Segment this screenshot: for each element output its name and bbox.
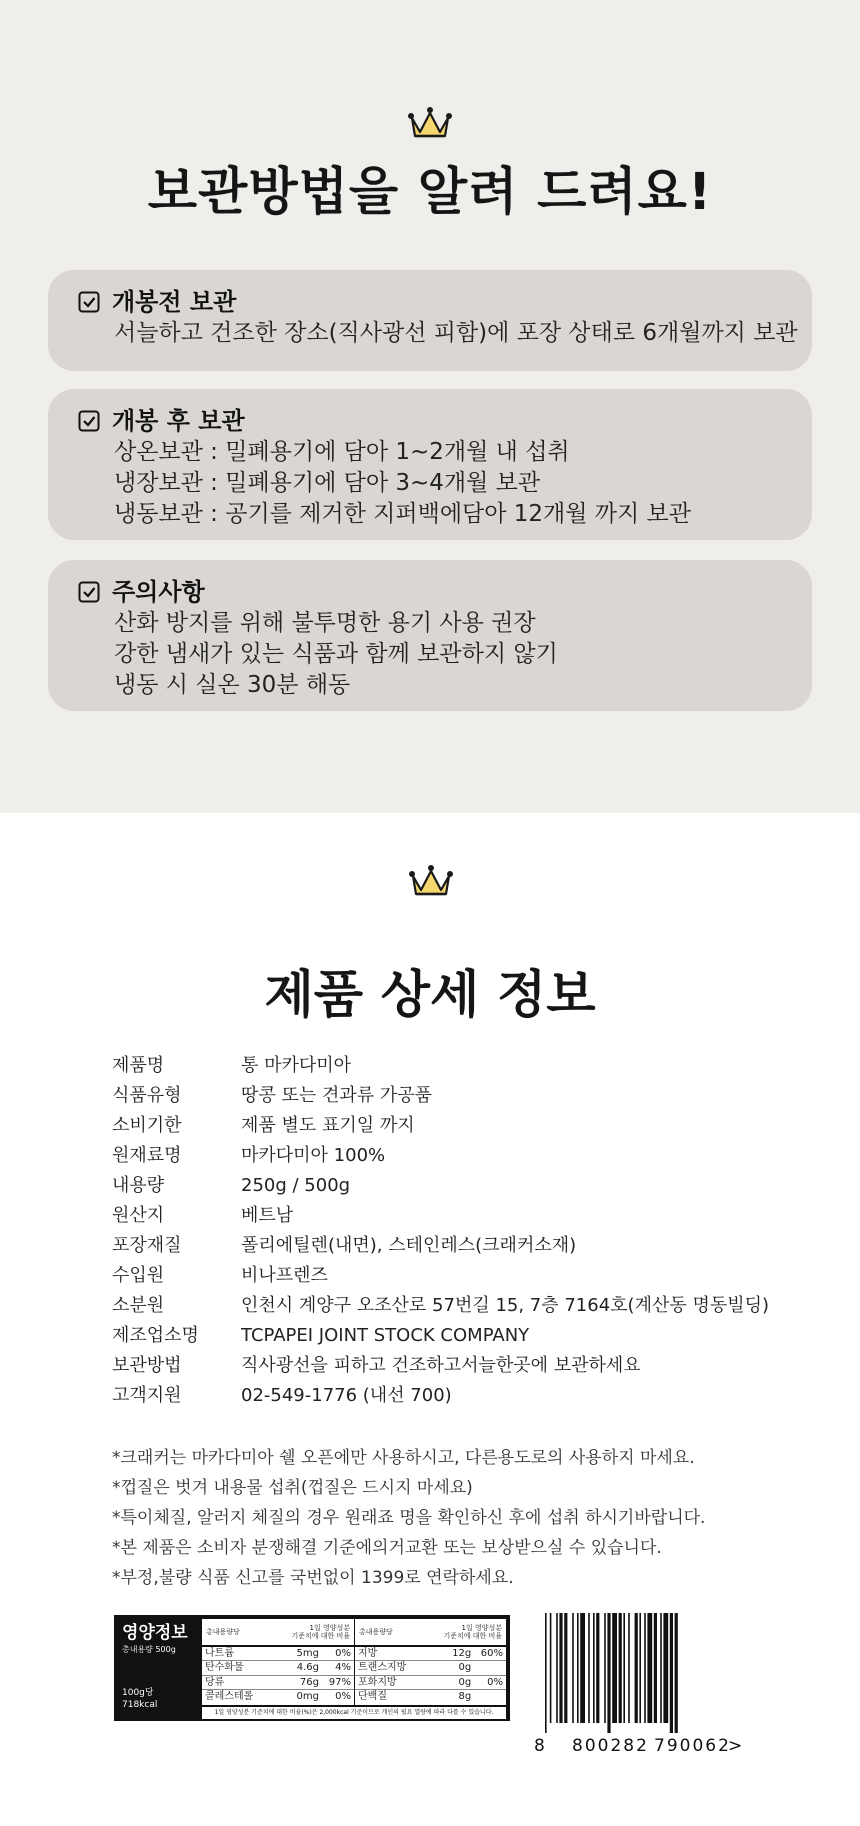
nutrition-title: 영양정보: [122, 1623, 188, 1643]
barcode-bar: [607, 1613, 610, 1733]
card-line: 냉장보관 : 밀폐용기에 담아 3~4개월 보관: [114, 470, 541, 496]
notice-item: *본 제품은 소비자 분쟁해결 기준에의거교환 또는 보상받으실 수 있습니다.: [112, 1538, 662, 1558]
barcode-bar: [654, 1613, 657, 1723]
barcode-bar: [635, 1613, 638, 1723]
nutrition-row: 당류 76g 97%: [202, 1676, 354, 1690]
spec-row: [112, 1231, 769, 1261]
spec-table: [112, 1051, 769, 1411]
storage-card-cautions: [48, 560, 812, 711]
nutrition-row: 나트륨 5mg 0%: [202, 1647, 354, 1661]
spec-label: 수입원: [112, 1265, 165, 1286]
nutrition-row: 포화지방 0g 0%: [355, 1676, 506, 1690]
nutrition-row: 지방 12g 60%: [355, 1647, 506, 1661]
barcode-bar: [660, 1613, 662, 1723]
barcode-bar: [619, 1613, 622, 1723]
card-line: 산화 방지를 위해 불투명한 용기 사용 권장: [114, 610, 536, 636]
spec-value: 직사광선을 피하고 건조하고서늘한곳에 보관하세요: [241, 1355, 641, 1376]
barcode-bar: [647, 1613, 652, 1723]
notice-list: [112, 1443, 705, 1593]
spec-label: 소비기한: [112, 1115, 182, 1136]
spec-row: [112, 1351, 769, 1381]
barcode-image: [531, 1613, 731, 1735]
spec-label: 제품명: [112, 1055, 165, 1076]
card-line: 냉동보관 : 공기를 제거한 지퍼백에담아 12개월 까지 보관: [114, 501, 691, 527]
crown-icon: [408, 864, 454, 898]
spec-row: [112, 1141, 769, 1171]
nutrition-row: 콜레스테롤 0mg 0%: [205, 1691, 351, 1703]
spec-label: 고객지원: [112, 1385, 182, 1406]
spec-row: [112, 1381, 769, 1411]
barcode-bar: [596, 1613, 599, 1723]
barcode-bar: [639, 1613, 641, 1723]
card-line: 상온보관 : 밀폐용기에 담아 1~2개월 내 섭취: [114, 439, 570, 465]
barcode-bar: [577, 1613, 579, 1723]
barcode-bar: [628, 1613, 630, 1723]
spec-row: [112, 1321, 769, 1351]
checkbox-icon: [78, 410, 100, 432]
spec-value: TCPAPEI JOINT STOCK COMPANY: [241, 1325, 530, 1346]
spec-value: 02-549-1776 (내선 700): [241, 1385, 452, 1406]
barcode-bar: [663, 1613, 668, 1723]
spec-label: 원재료명: [112, 1145, 182, 1166]
spec-value: 베트남: [241, 1205, 294, 1226]
nutrition-footnote: 1일 영양성분 기준치에 대한 비율(%)은 2,000kcal 기준이므로 개인의 필요 열량에 따라 다를 수 있습니다.: [202, 1707, 506, 1719]
barcode-bar: [644, 1613, 646, 1723]
spec-value: 땅콩 또는 견과류 가공품: [241, 1085, 433, 1106]
nutrition-column-left: 총내용량당 1일 영양성분 기준치에 대한 비율 나트륨 5mg 0% 탄수화물 4.6g 4% 당류 76g 97% 콜레스테롤 0mg 0%: [202, 1619, 354, 1705]
spec-value: 인천시 계양구 오조산로 57번길 15, 7층 7164호(계산동 명동빌딩): [241, 1295, 770, 1316]
barcode-bar: [604, 1613, 606, 1723]
card-line: 냉동 시 실온 30분 해동: [114, 672, 351, 698]
barcode-group-1: 800282: [572, 1736, 649, 1756]
nutrition-total: 총내용량 500g: [122, 1645, 176, 1654]
nutrition-row: 탄수화물 4.6g 4%: [202, 1661, 354, 1675]
spec-label: 포장재질: [112, 1235, 182, 1256]
nutrition-column-right: 총내용량당 1일 영양성분 기준치에 대한 비율 지방 12g 60% 트랜스지방 0g 포화지방 0g 0% 단백질 8g: [354, 1619, 506, 1705]
checkbox-icon: [78, 291, 100, 313]
nutrition-per-serving: 100g당 718kcal: [122, 1688, 158, 1710]
spec-row: [112, 1201, 769, 1231]
product-section: [0, 813, 860, 1826]
barcode-bar: [593, 1613, 595, 1723]
barcode-bar: [572, 1613, 574, 1723]
barcode-bar: [564, 1613, 567, 1723]
storage-title: 보관방법을 알려 드려요!: [147, 163, 713, 222]
barcode-bar: [675, 1613, 678, 1733]
barcode-digit-first: 8: [534, 1736, 545, 1756]
storage-card-after-opening: [48, 389, 812, 540]
spec-label: 식품유형: [112, 1085, 182, 1106]
crown-icon: [407, 106, 453, 140]
spec-row: [112, 1111, 769, 1141]
spec-row: [112, 1291, 769, 1321]
card-title: 개봉전 보관: [112, 288, 237, 316]
notice-item: *크래커는 마카다미아 쉘 오픈에만 사용하시고, 다른용도로의 사용하지 마세요.: [112, 1448, 695, 1468]
storage-card-before-opening: [48, 270, 812, 371]
barcode-bar: [612, 1613, 617, 1723]
nutrition-grid: [202, 1619, 506, 1705]
card-title: 개봉 후 보관: [112, 407, 245, 435]
spec-value: 제품 별도 표기일 까지: [241, 1115, 415, 1136]
spec-value: 마카다미아 100%: [241, 1145, 386, 1166]
spec-label: 내용량: [112, 1175, 165, 1196]
nutrition-row: 트랜스지방 0g: [355, 1661, 506, 1675]
notice-item: *껍질은 벗겨 내용물 섭취(껍질은 드시지 마세요): [112, 1478, 473, 1498]
nutrition-facts-label: [114, 1615, 510, 1721]
barcode-bar: [670, 1613, 673, 1733]
spec-value: 비나프렌즈: [241, 1265, 328, 1286]
spec-row: [112, 1081, 769, 1111]
barcode-bar: [623, 1613, 625, 1723]
storage-section: [0, 0, 860, 813]
barcode-bar: [550, 1613, 552, 1723]
notice-item: *부정,불량 식품 신고를 국번없이 1399로 연락하세요.: [112, 1568, 514, 1588]
barcode-bar: [556, 1613, 558, 1723]
card-line: 서늘하고 건조한 장소(직사광선 피함)에 포장 상태로 6개월까지 보관: [114, 320, 798, 346]
checkbox-icon: [78, 581, 100, 603]
card-line: 강한 냄새가 있는 식품과 함께 보관하지 않기: [114, 641, 558, 667]
spec-row: [112, 1261, 769, 1291]
spec-value: 250g / 500g: [241, 1175, 351, 1196]
spec-row: [112, 1051, 769, 1081]
spec-row: [112, 1171, 769, 1201]
nutrition-row: 단백질 8g: [358, 1691, 472, 1703]
barcode-bar: [559, 1613, 562, 1723]
barcode-bar: [580, 1613, 585, 1723]
spec-label: 제조업소명: [112, 1325, 199, 1346]
spec-label: 소분원: [112, 1295, 165, 1316]
product-title: 제품 상세 정보: [264, 966, 596, 1026]
spec-label: 원산지: [112, 1205, 165, 1226]
spec-value: 통 마카다미아: [241, 1055, 352, 1076]
barcode-bar: [545, 1613, 547, 1733]
barcode-bar: [588, 1613, 590, 1723]
spec-label: 보관방법: [112, 1355, 182, 1376]
barcode-tail: >: [728, 1736, 743, 1756]
card-title: 주의사항: [112, 578, 205, 606]
barcode-group-2: 790062: [654, 1736, 731, 1756]
spec-value: 폴리에틸렌(내면), 스테인레스(크래커소재): [241, 1235, 577, 1256]
notice-item: *특이체질, 알러지 체질의 경우 원래죠 명을 확인하신 후에 섭취 하시기바랍니다.: [112, 1508, 706, 1528]
